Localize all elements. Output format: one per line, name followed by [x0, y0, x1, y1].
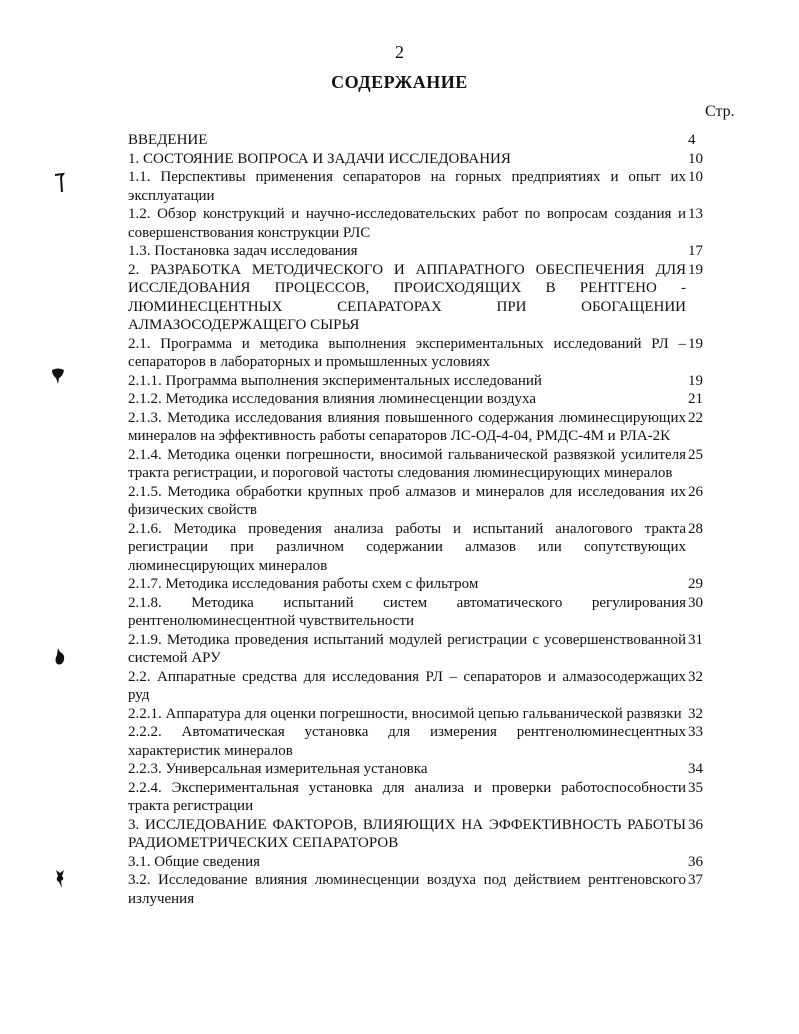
toc-entry: [128, 816, 740, 853]
toc-entry-text: 2.1.5. Методика обработки крупных проб алмазов и минералов для исследования их физических свойств: [128, 483, 686, 518]
toc-entry-page: 19: [688, 261, 703, 278]
toc-entry-text: 2.1. Программа и методика выполнения экспериментальных исследований РЛ – сепараторов в лабораторных и промышленных условиях: [128, 335, 686, 370]
toc-entry-text: 3.2. Исследование влияния люминесценции воздуха под действием рентгеновского излучения: [128, 872, 686, 907]
page-title: СОДЕРЖАНИЕ: [331, 72, 468, 92]
toc-entry-text: 3.1. Общие сведения: [128, 853, 261, 870]
page-number: 2: [395, 42, 404, 62]
toc-entry-page: 17: [688, 243, 703, 259]
toc-entry: [128, 575, 740, 594]
toc-entry-page: 34: [688, 761, 703, 777]
toc-entry-text: 1.3. Постановка задач исследования: [128, 243, 358, 259]
toc-entry-page: 22: [688, 409, 703, 426]
toc-entry-page: 10: [688, 150, 703, 167]
toc-entry-page: 36: [688, 816, 703, 833]
toc-entry-page: 31: [688, 631, 703, 648]
toc-entry: [128, 131, 740, 150]
scan-mark-icon: [52, 172, 68, 194]
toc-entry: [128, 871, 740, 908]
toc-entry: [128, 594, 740, 631]
scan-mark-icon: [52, 868, 68, 890]
toc-entry-page: 19: [688, 372, 703, 389]
toc-entry-text: 2.1.8. Методика испытаний систем автоматического регулирования рентгенолюминесцентной чувствительности: [128, 594, 686, 629]
toc-entry: [128, 261, 740, 335]
toc-entry-text: 2.2.2. Автоматическая установка для измерения рентгенолюминесцентных характеристик минералов: [128, 724, 686, 759]
toc-entry-text: 2.1.4. Методика оценки погрешности, вносимой гальванической развязкой усилителя тракта регистрации, и пороговой частоты следования люминесцирующих минералов: [128, 446, 686, 481]
toc-entry: [128, 390, 740, 409]
toc-entry: [128, 483, 740, 520]
toc-entry-page: 36: [688, 853, 703, 870]
toc-entry: [128, 723, 740, 760]
toc-entry-page: 26: [688, 483, 703, 500]
toc-entry: [128, 205, 740, 242]
toc-entry-text: 1.2. Обзор конструкций и научно-исследовательских работ по вопросам создания и совершенствования конструкции РЛС: [128, 206, 686, 241]
toc-entry-page: 25: [688, 446, 703, 463]
scan-mark-icon: [50, 366, 66, 388]
toc-entry-text: 2.1.7. Методика исследования работы схем с фильтром: [128, 576, 479, 592]
toc-entry: [128, 168, 740, 205]
toc-entry-page: 13: [688, 206, 703, 222]
toc-entry: [128, 150, 740, 169]
scan-mark-icon: [52, 646, 68, 668]
toc-entry: [128, 779, 740, 816]
toc-entry-text: ВВЕДЕНИЕ: [128, 132, 208, 148]
toc-entry-text: 2.1.2. Методика исследования влияния люминесценции воздуха: [128, 391, 537, 407]
toc-entry-page: 30: [688, 594, 703, 611]
toc-entry-page: 35: [688, 779, 703, 796]
toc-entry-page: 21: [688, 391, 703, 407]
toc-entry-text: 2. РАЗРАБОТКА МЕТОДИЧЕСКОГО И АППАРАТНОГО ОБЕСПЕЧЕНИЯ ДЛЯ ИССЛЕДОВАНИЯ ПРОЦЕССОВ, ПРОИСХОДЯЩИХ В РЕНТГЕНО - ЛЮМИНЕСЦЕНТНЫХ СЕПАРАТОРАХ ПРИ ОБОГАЩЕНИИ АЛМАЗОСОДЕРЖАЩЕГО СЫРЬЯ: [128, 261, 686, 333]
toc-entry-page: 10: [688, 169, 703, 185]
page-column-label: Стр.: [705, 103, 735, 120]
toc-entry-text: 1.1. Перспективы применения сепараторов на горных предприятиях и опыт их эксплуатации: [128, 169, 686, 204]
toc-entry: [128, 446, 740, 483]
toc-entry-text: 2.2.1. Аппаратура для оценки погрешности, вносимой цепью гальванической развязки: [128, 705, 682, 722]
toc-entry: [128, 853, 740, 872]
toc-entry-page: 33: [688, 724, 703, 740]
toc-entry-page: 4: [688, 132, 696, 148]
toc-entry: [128, 705, 740, 724]
toc-entry: [128, 760, 740, 779]
toc-entry-text: 2.1.6. Методика проведения анализа работы и испытаний аналогового тракта регистрации при различном содержании алмазов или сопутствующих люминесцирующих минералов: [128, 520, 686, 574]
toc-entry: [128, 409, 740, 446]
toc-entry: [128, 631, 740, 668]
toc-entry-page: 19: [688, 335, 703, 352]
toc-entry-page: 37: [688, 872, 703, 888]
toc-entry-text: 3. ИССЛЕДОВАНИЕ ФАКТОРОВ, ВЛИЯЮЩИХ НА ЭФФЕКТИВНОСТЬ РАБОТЫ РАДИОМЕТРИЧЕСКИХ СЕПАРАТОРОВ: [128, 816, 686, 851]
toc-entry: [128, 242, 740, 261]
toc-entry-page: 32: [688, 705, 703, 722]
toc-entry-page: 29: [688, 576, 703, 592]
toc-entry-text: 1. СОСТОЯНИЕ ВОПРОСА И ЗАДАЧИ ИССЛЕДОВАНИЯ: [128, 150, 511, 167]
toc-entry-text: 2.1.1. Программа выполнения экспериментальных исследований: [128, 372, 542, 389]
toc-entry-text: 2.2.4. Экспериментальная установка для анализа и проверки работоспособности тракта регистрации: [128, 779, 686, 814]
toc-entry-text: 2.1.9. Методика проведения испытаний модулей регистрации с усовершенствованной системой АРУ: [128, 631, 686, 666]
toc-entry-text: 2.1.3. Методика исследования влияния повышенного содержания люминесцирующих минералов на эффективность работы сепараторов ЛС-ОД-4-04, РМДС-4М и РЛА-2К: [128, 409, 686, 444]
toc-entry: [128, 372, 740, 391]
toc-entry-page: 28: [688, 520, 703, 537]
toc-entry: [128, 668, 740, 705]
table-of-contents: [128, 131, 740, 908]
toc-entry: [128, 520, 740, 576]
toc-entry: [128, 335, 740, 372]
toc-entry-text: 2.2.3. Универсальная измерительная установка: [128, 761, 428, 777]
toc-entry-text: 2.2. Аппаратные средства для исследования РЛ – сепараторов и алмазосодержащих руд: [128, 668, 686, 703]
toc-entry-page: 32: [688, 668, 703, 685]
